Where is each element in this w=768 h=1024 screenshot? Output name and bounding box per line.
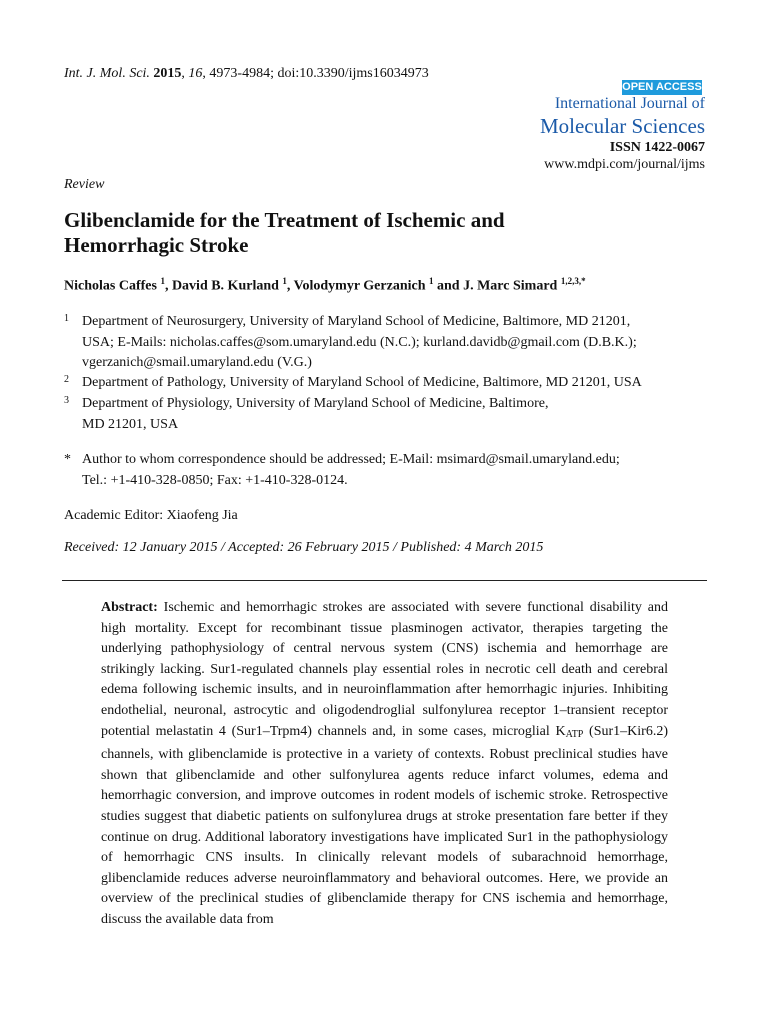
author-list (64, 276, 704, 295)
journal-name-line2: Molecular Sciences (539, 114, 705, 138)
affiliation-line[interactable]: vgerzanich@smail.umaryland.edu (V.G.) (82, 355, 312, 370)
affiliation-number: 1 (64, 313, 69, 324)
author-sep: , (286, 278, 294, 294)
correspondence-line[interactable]: Author to whom correspondence should be addressed; E-Mail: msimard@smail.umaryland.edu; (82, 452, 620, 467)
katp-subscript: ATP (565, 728, 584, 740)
affiliation-line: Department of Physiology, University of Maryland School of Medicine, Baltimore, (82, 396, 549, 411)
affiliation-2 (64, 373, 704, 394)
journal-abbrev: Int. J. Mol. Sci. (64, 66, 150, 81)
author-sep: , (164, 278, 172, 294)
author-name: Volodymyr Gerzanich (293, 278, 426, 294)
abstract-label: Abstract: (101, 600, 158, 615)
author-affil-sup: 1 (282, 276, 287, 286)
author-sep: and (433, 278, 464, 294)
affiliation-line: Department of Neurosurgery, University of Maryland School of Medicine, Baltimore, MD 21201, (82, 314, 631, 329)
affiliation-number: 3 (64, 395, 69, 406)
correspondence-mark: * (64, 452, 71, 467)
publication-dates: Received: 12 January 2015 / Accepted: 26 February 2015 / Published: 4 March 2015 (64, 540, 544, 555)
issn: ISSN 1422-0067 (609, 140, 705, 155)
citation-volume: 16 (188, 66, 203, 81)
author-name: Nicholas Caffes (64, 278, 157, 294)
correspondence-note (64, 450, 704, 491)
abstract-text-part2: (Sur1–Kir6.2) channels, with glibenclamide is protective in a variety of contexts. Robust preclinical studies have shown that glibenclamide and other sulfonylurea agents reduce infarct volumes, edema and hemorrhagic conversion, and improve outcomes in rodent models of ischemic stroke. Retrospective studies suggest that diabetic patients on sulfonylurea drugs at stroke presentation fare better if they continue on drug. Additional laboratory investigations have implicated Sur1 in the pathophysiology of hemorrhagic CNS insults. In clinically relevant models of subarachnoid hemorrhage, glibenclamide reduces adverse neuroinflammatory and behavioral outcomes. Here, we provide an overview of the preclinical studies of glibenclamide therapy for CNS ischemia and hemorrhage, discuss the available data from (101, 723, 668, 927)
open-access-badge: OPEN ACCESS (622, 81, 702, 93)
journal-url[interactable]: www.mdpi.com/journal/ijms (544, 157, 705, 172)
affiliation-1 (64, 312, 704, 374)
affiliation-line[interactable]: USA; E-Mails: nicholas.caffes@som.umaryland.edu (N.C.); kurland.davidb@gmail.com (D.B.K.); (82, 334, 637, 350)
title-line: Hemorrhagic Stroke (64, 233, 249, 257)
author-name: David B. Kurland (171, 278, 279, 294)
affiliation-3 (64, 394, 704, 435)
section-divider (62, 580, 707, 581)
citation-pages-doi[interactable]: , 4973-4984; doi:10.3390/ijms16034973 (202, 66, 429, 81)
author-affil-sup (561, 276, 586, 286)
academic-editor: Academic Editor: Xiaofeng Jia (64, 508, 238, 523)
affiliation-number: 2 (64, 374, 69, 385)
title-line: Glibenclamide for the Treatment of Ischemic and (64, 208, 505, 232)
author-affil-sup: 1 (429, 276, 434, 286)
article-type: Review (64, 177, 105, 192)
affiliation-line: Department of Pathology, University of Maryland School of Medicine, Baltimore, MD 21201, USA (82, 375, 642, 390)
journal-name-line1: International Journal of (554, 95, 705, 112)
correspondence-line: Tel.: +1-410-328-0850; Fax: +1-410-328-0124. (82, 472, 348, 488)
article-title (64, 208, 684, 258)
abstract-text-part1: Ischemic and hemorrhagic strokes are associated with severe functional disability and high mortality. Except for recombinant tissue plasminogen activator, therapies targeting the underlying pathophysiology of central nervous system (CNS) ischemia and hemorrhage are strikingly lacking. Sur1-regulated channels play essential roles in necrotic cell death and cerebral edema following ischemic insults, and in neuroinflammation after hemorrhagic injuries. Inhibiting endothelial, neuronal, astrocytic and oligodendroglial sulfonylurea receptor 1–transient receptor potential melastatin 4 (Sur1–Trpm4) channels and, in some cases, microglial K (101, 600, 668, 739)
author-star: * (581, 276, 586, 286)
author-affil-sup: 1 (160, 276, 165, 286)
affiliation-line: MD 21201, USA (82, 416, 179, 432)
author-sup-nums: 1,2,3, (560, 276, 582, 286)
abstract (101, 598, 668, 931)
author-name: J. Marc Simard (463, 278, 558, 294)
citation-line: Int. J. Mol. Sci. 2015, 16, 4973-4984; doi:10.3390/ijms16034973 (64, 66, 429, 81)
citation-year: 2015 (153, 66, 182, 81)
